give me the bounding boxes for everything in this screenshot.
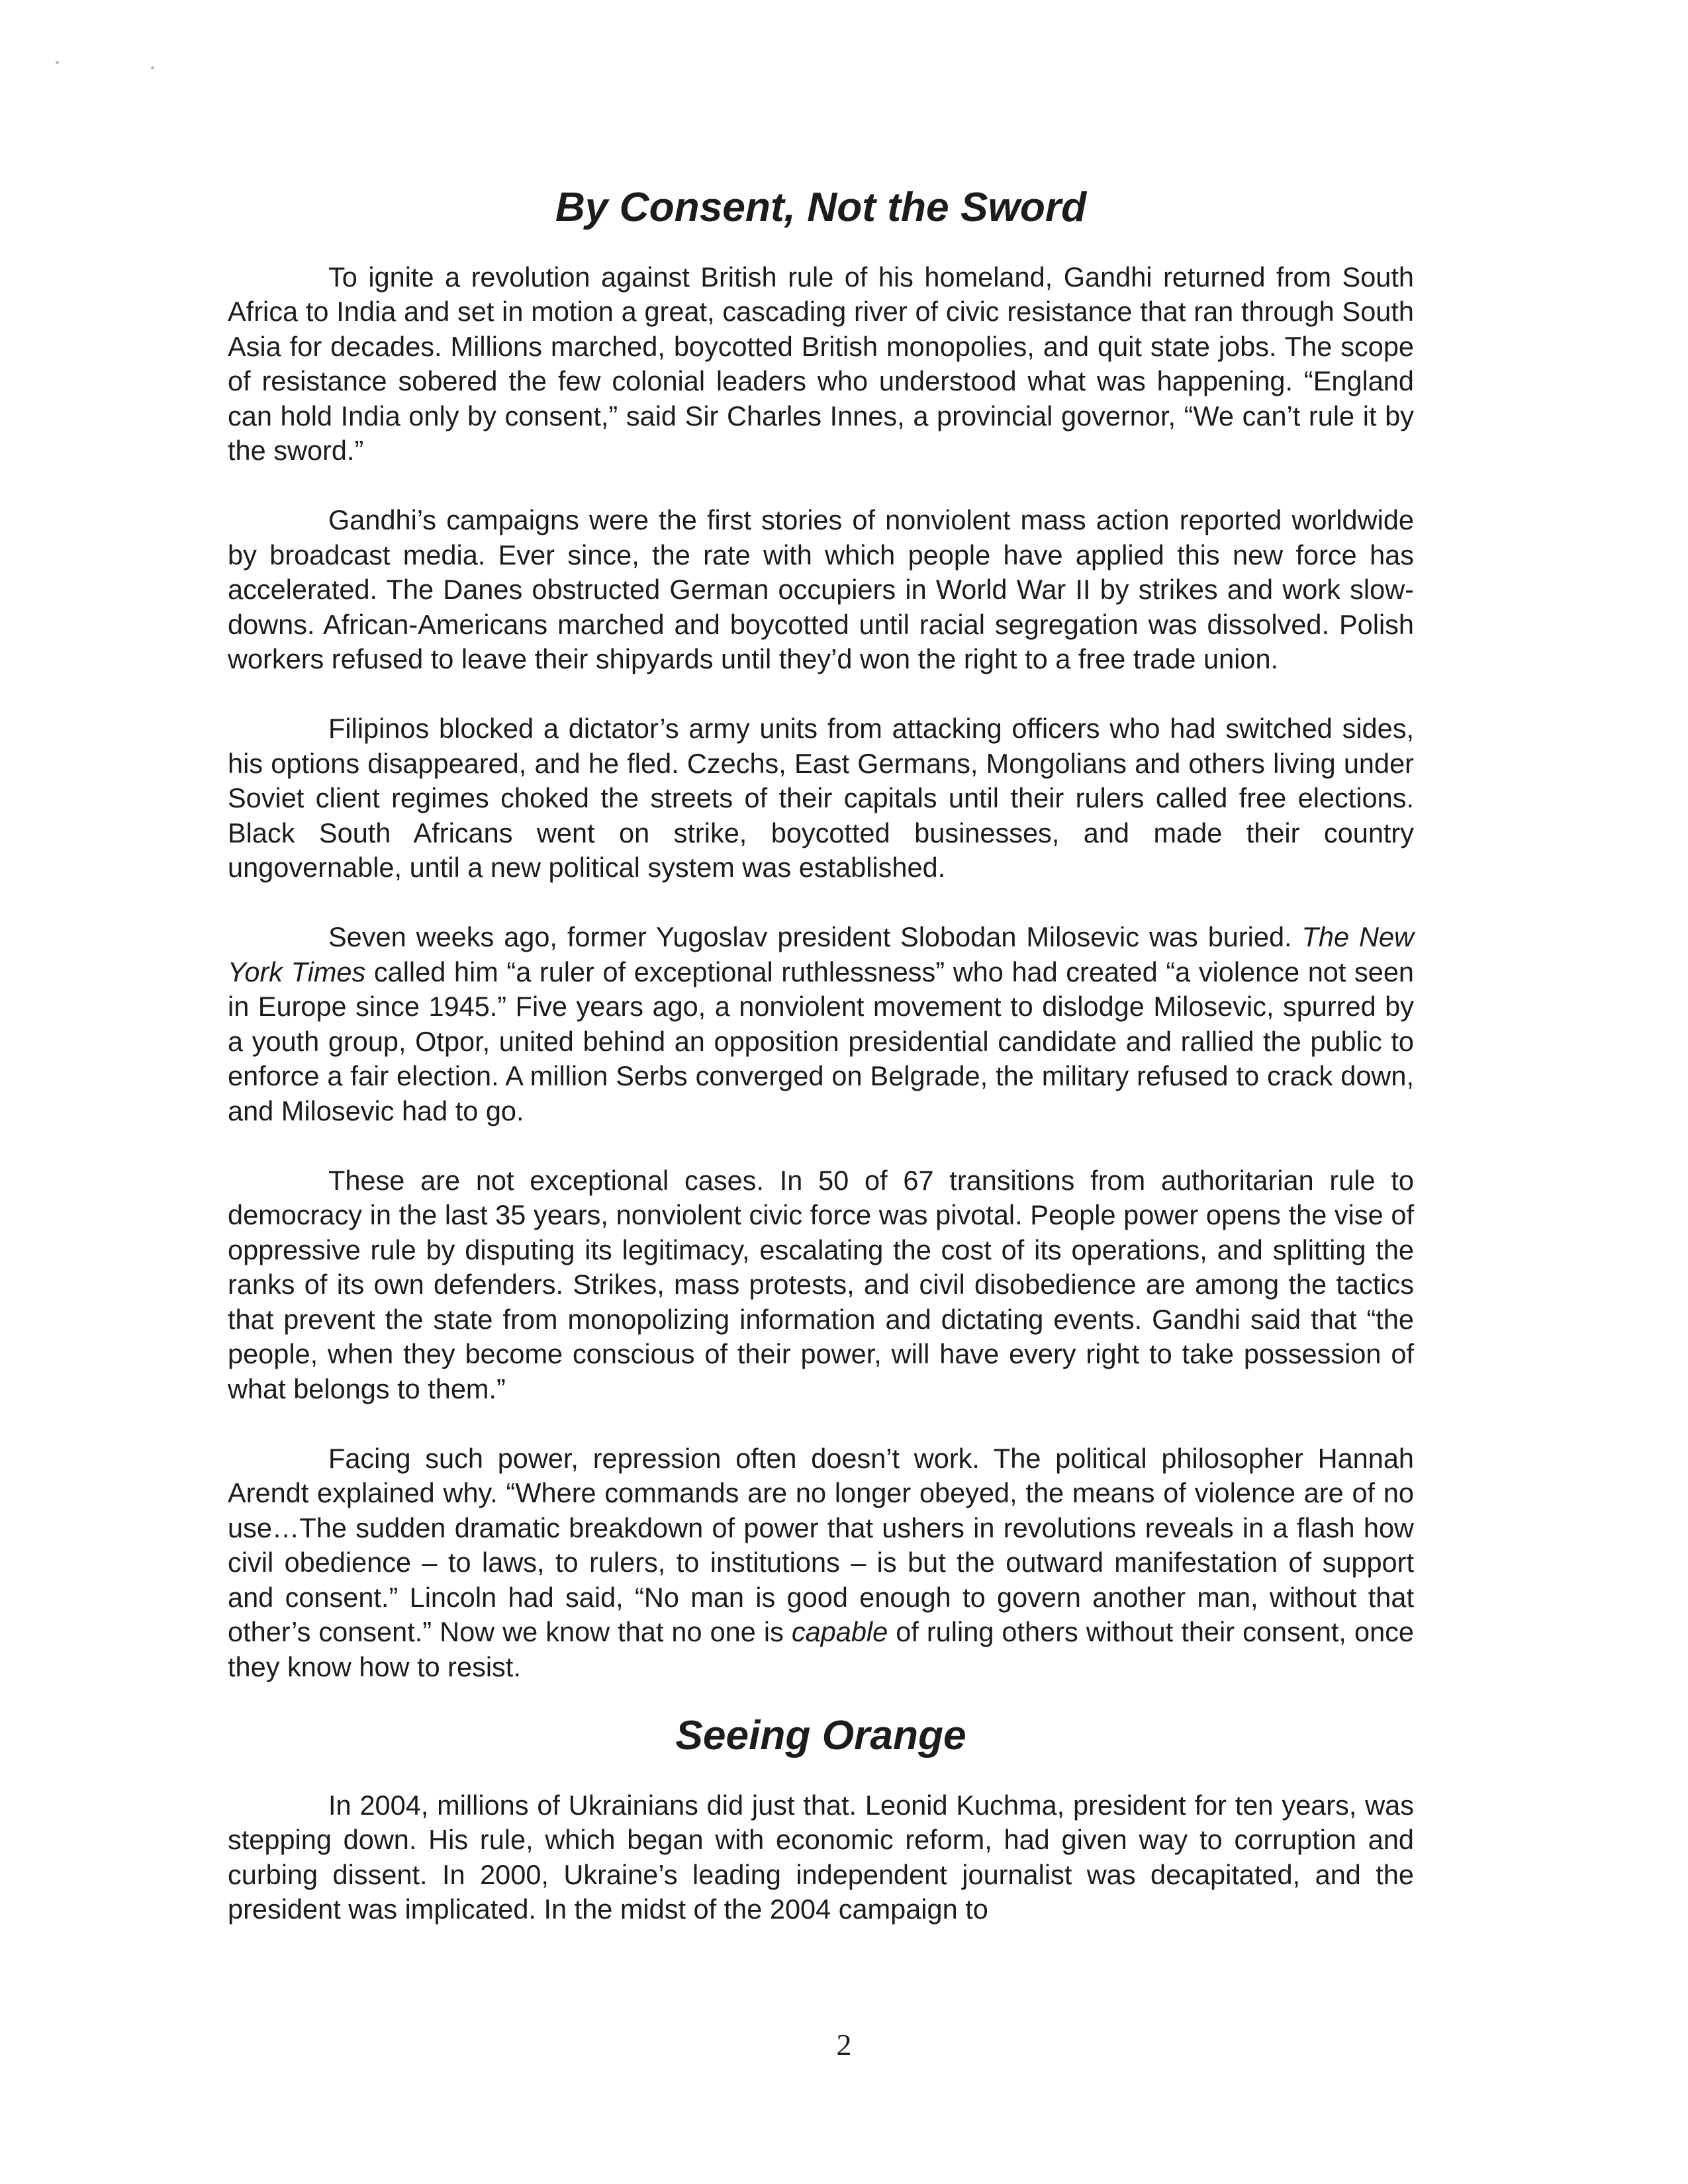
section-heading: Seeing Orange — [675, 1713, 966, 1758]
text-run: of ruling others without their consent, once they know how to resist. — [228, 1616, 1414, 1682]
text-run: To ignite a revolution against British rule of his homeland, Gandhi returned from South Africa to India and set in motion a great, cascading river of civic resistance that ran through South Asia for decades. Millions marched, boycotted British monopolies, and quit state jobs. The scope of resistance sobered the few colonial leaders who understood what was happening. “England can hold India only by consent,” said Sir Charles Innes, a provincial governor, “We can’t rule it by the sword.” — [228, 261, 1414, 466]
text-run: Gandhi’s campaigns were the first stories of nonviolent mass action reported worldwide by broadcast media. Ever since, the rate with which people have applied this new force has accelerated. The Danes obstructed German occupiers in World War II by strikes and work slow-downs. African-Americans marched and boycotted until racial segregation was dissolved. Polish workers refused to leave their shipyards until they’d won the right to a free trade union. — [228, 504, 1414, 674]
paragraph — [228, 920, 1414, 1128]
paragraph — [228, 711, 1414, 886]
emphasized-word: capable — [791, 1616, 888, 1647]
text-run: called him “a ruler of exceptional ruthlessness” who had created “a violence not seen in Europe since 1945.” Five years ago, a nonviolent movement to dislodge Milosevic, spurred by a youth group, Otpor, united behind an opposition presidential candidate and rallied the public to enforce a fair election. A million Serbs converged on Belgrade, the military refused to crack down, and Milosevic had to go. — [228, 956, 1414, 1126]
text-run: Facing such power, repression often doesn’t work. The political philosopher Hannah Arendt explained why. “Where commands are no longer obeyed, the means of violence are of no use…The sudden dramatic breakdown of power that ushers in revolutions reveals in a flash how civil obedience – to laws, to rulers, to institutions – is but the outward manifestation of support and consent.” Lincoln had said, “No man is good enough to govern another man, without that other’s consent.” Now we know that no one is — [228, 1442, 1414, 1647]
text-run: Seven weeks ago, former Yugoslav president Slobodan Milosevic was buried. — [328, 921, 1302, 952]
page-number: 2 — [836, 2028, 852, 2062]
scan-speck — [56, 61, 59, 64]
scan-speck — [151, 66, 154, 69]
text-run: These are not exceptional cases. In 50 of 67 transitions from authoritarian rule to democracy in the last 35 years, nonviolent civic force was pivotal. People power opens the vise of oppressive rule by disputing its legitimacy, escalating the cost of its operations, and splitting the ranks of its own defenders. Strikes, mass protests, and civil disobedience are among the tactics that prevent the state from monopolizing information and dictating events. Gandhi said that “the people, when they become conscious of their power, will have every right to take possession of what belongs to them.” — [228, 1164, 1414, 1404]
paragraph — [228, 1163, 1414, 1407]
section-heading: By Consent, Not the Sword — [555, 185, 1087, 230]
paragraph — [228, 503, 1414, 677]
publication-title: The New York Times — [228, 921, 1415, 987]
text-run: Filipinos blocked a dictator’s army units from attacking officers who had switched sides, his options disappeared, and he fled. Czechs, East Germans, Mongolians and others living under Soviet client regimes choked the streets of their capitals until their rulers called free elections. Black South Africans went on strike, boycotted businesses, and made their country ungovernable, until a new political system was established. — [228, 713, 1414, 883]
paragraph — [228, 1441, 1414, 1685]
paragraph — [228, 1788, 1414, 1927]
text-run: In 2004, millions of Ukrainians did just that. Leonid Kuchma, president for ten years, was stepping down. His rule, which began with economic reform, had given way to corruption and curbing dissent. In 2000, Ukraine’s leading independent journalist was decapitated, and the president was implicated. In the midst of the 2004 campaign to — [228, 1789, 1414, 1925]
paragraph — [228, 260, 1414, 469]
document-body — [228, 185, 1415, 1927]
